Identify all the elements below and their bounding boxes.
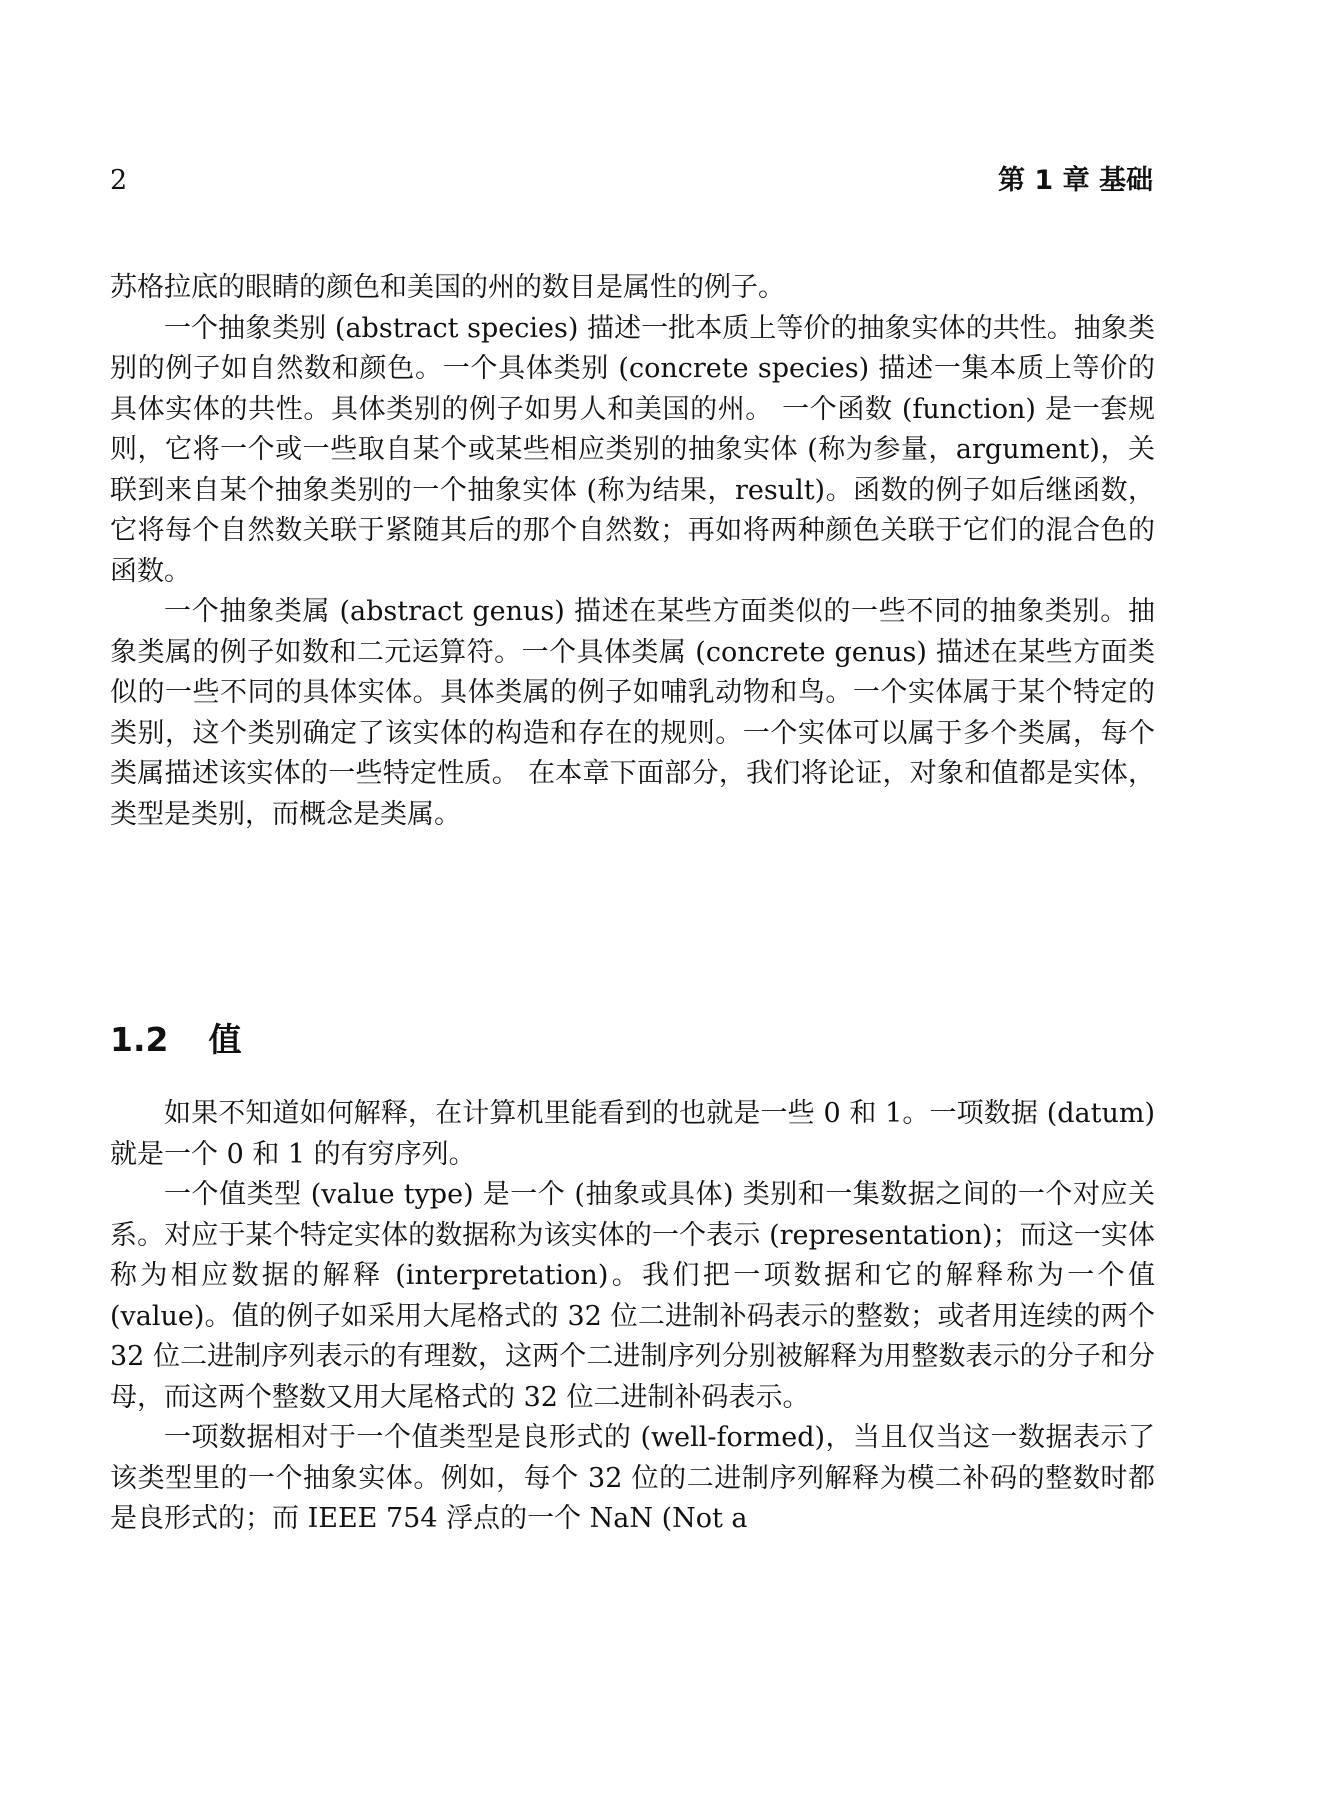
paragraph: 一个值类型 (value type) 是一个 (抽象或具体) 类别和一集数据之间的一个对应关系。对应于某个特定实体的数据称为该实体的一个表示 (representation)；而这一实体称为相应数据的解释 (interpretation)。我们把一项数据和它的解释称为一个值 (value)。值的例子如采用大尾格式的 32 位二进制补码表示的整数；或者用连续的两个 32 位二进制序列表示的有理数，这两个二进制序列分别被解释为用整数表示的分子和分母，而这两个整数又用大尾格式的 32 位二进制补码表示。 [110,1179,1155,1413]
page-number: 2 [110,165,128,196]
section-heading [110,1018,241,1062]
paragraph: 一项数据相对于一个值类型是良形式的 (well-formed)，当且仅当这一数据表示了该类型里的一个抽象实体。例如，每个 32 位的二进制序列解释为模二补码的整数时都是良形式的；而 IEEE 754 浮点的一个 NaN (Not a [110,1422,1155,1534]
running-title: 第 1 章 基础 [998,165,1153,196]
paragraph: 苏格拉底的眼睛的颜色和美国的州的数目是属性的例子。 [110,272,785,303]
section-1-1-tail [110,268,1155,835]
paragraph: 一个抽象类别 (abstract species) 描述一批本质上等价的抽象实体的共性。抽象类别的例子如自然数和颜色。一个具体类别 (concrete species) 描述一集本质上等价的具体实体的共性。具体类别的例子如男人和美国的州。 一个函数 (function) 是一套规则，它将一个或一些取自某个或某些相应类别的抽象实体 (称为参量，argument)，关联到来自某个抽象类别的一个抽象实体 (称为结果，result)。函数的例子如后继函数，它将每个自然数关联于紧随其后的那个自然数；再如将两种颜色关联于它们的混合色的函数。 [110,312,1155,587]
section-1-2-body [110,1094,1155,1540]
section-number: 1.2 [110,1020,169,1059]
section-title: 值 [208,1020,242,1059]
paragraph: 如果不知道如何解释，在计算机里能看到的也就是一些 0 和 1。一项数据 (datum) 就是一个 0 和 1 的有穷序列。 [110,1098,1155,1170]
paragraph: 一个抽象类属 (abstract genus) 描述在某些方面类似的一些不同的抽象类别。抽象类属的例子如数和二元运算符。一个具体类属 (concrete genus) 描述在某些方面类似的一些不同的具体实体。具体类属的例子如哺乳动物和鸟。一个实体属于某个特定的类别，这个类别确定了该实体的构造和存在的规则。一个实体可以属于多个类属，每个类属描述该实体的一些特定性质。 在本章下面部分，我们将论证，对象和值都是实体，类型是类别，而概念是类属。 [110,596,1155,830]
